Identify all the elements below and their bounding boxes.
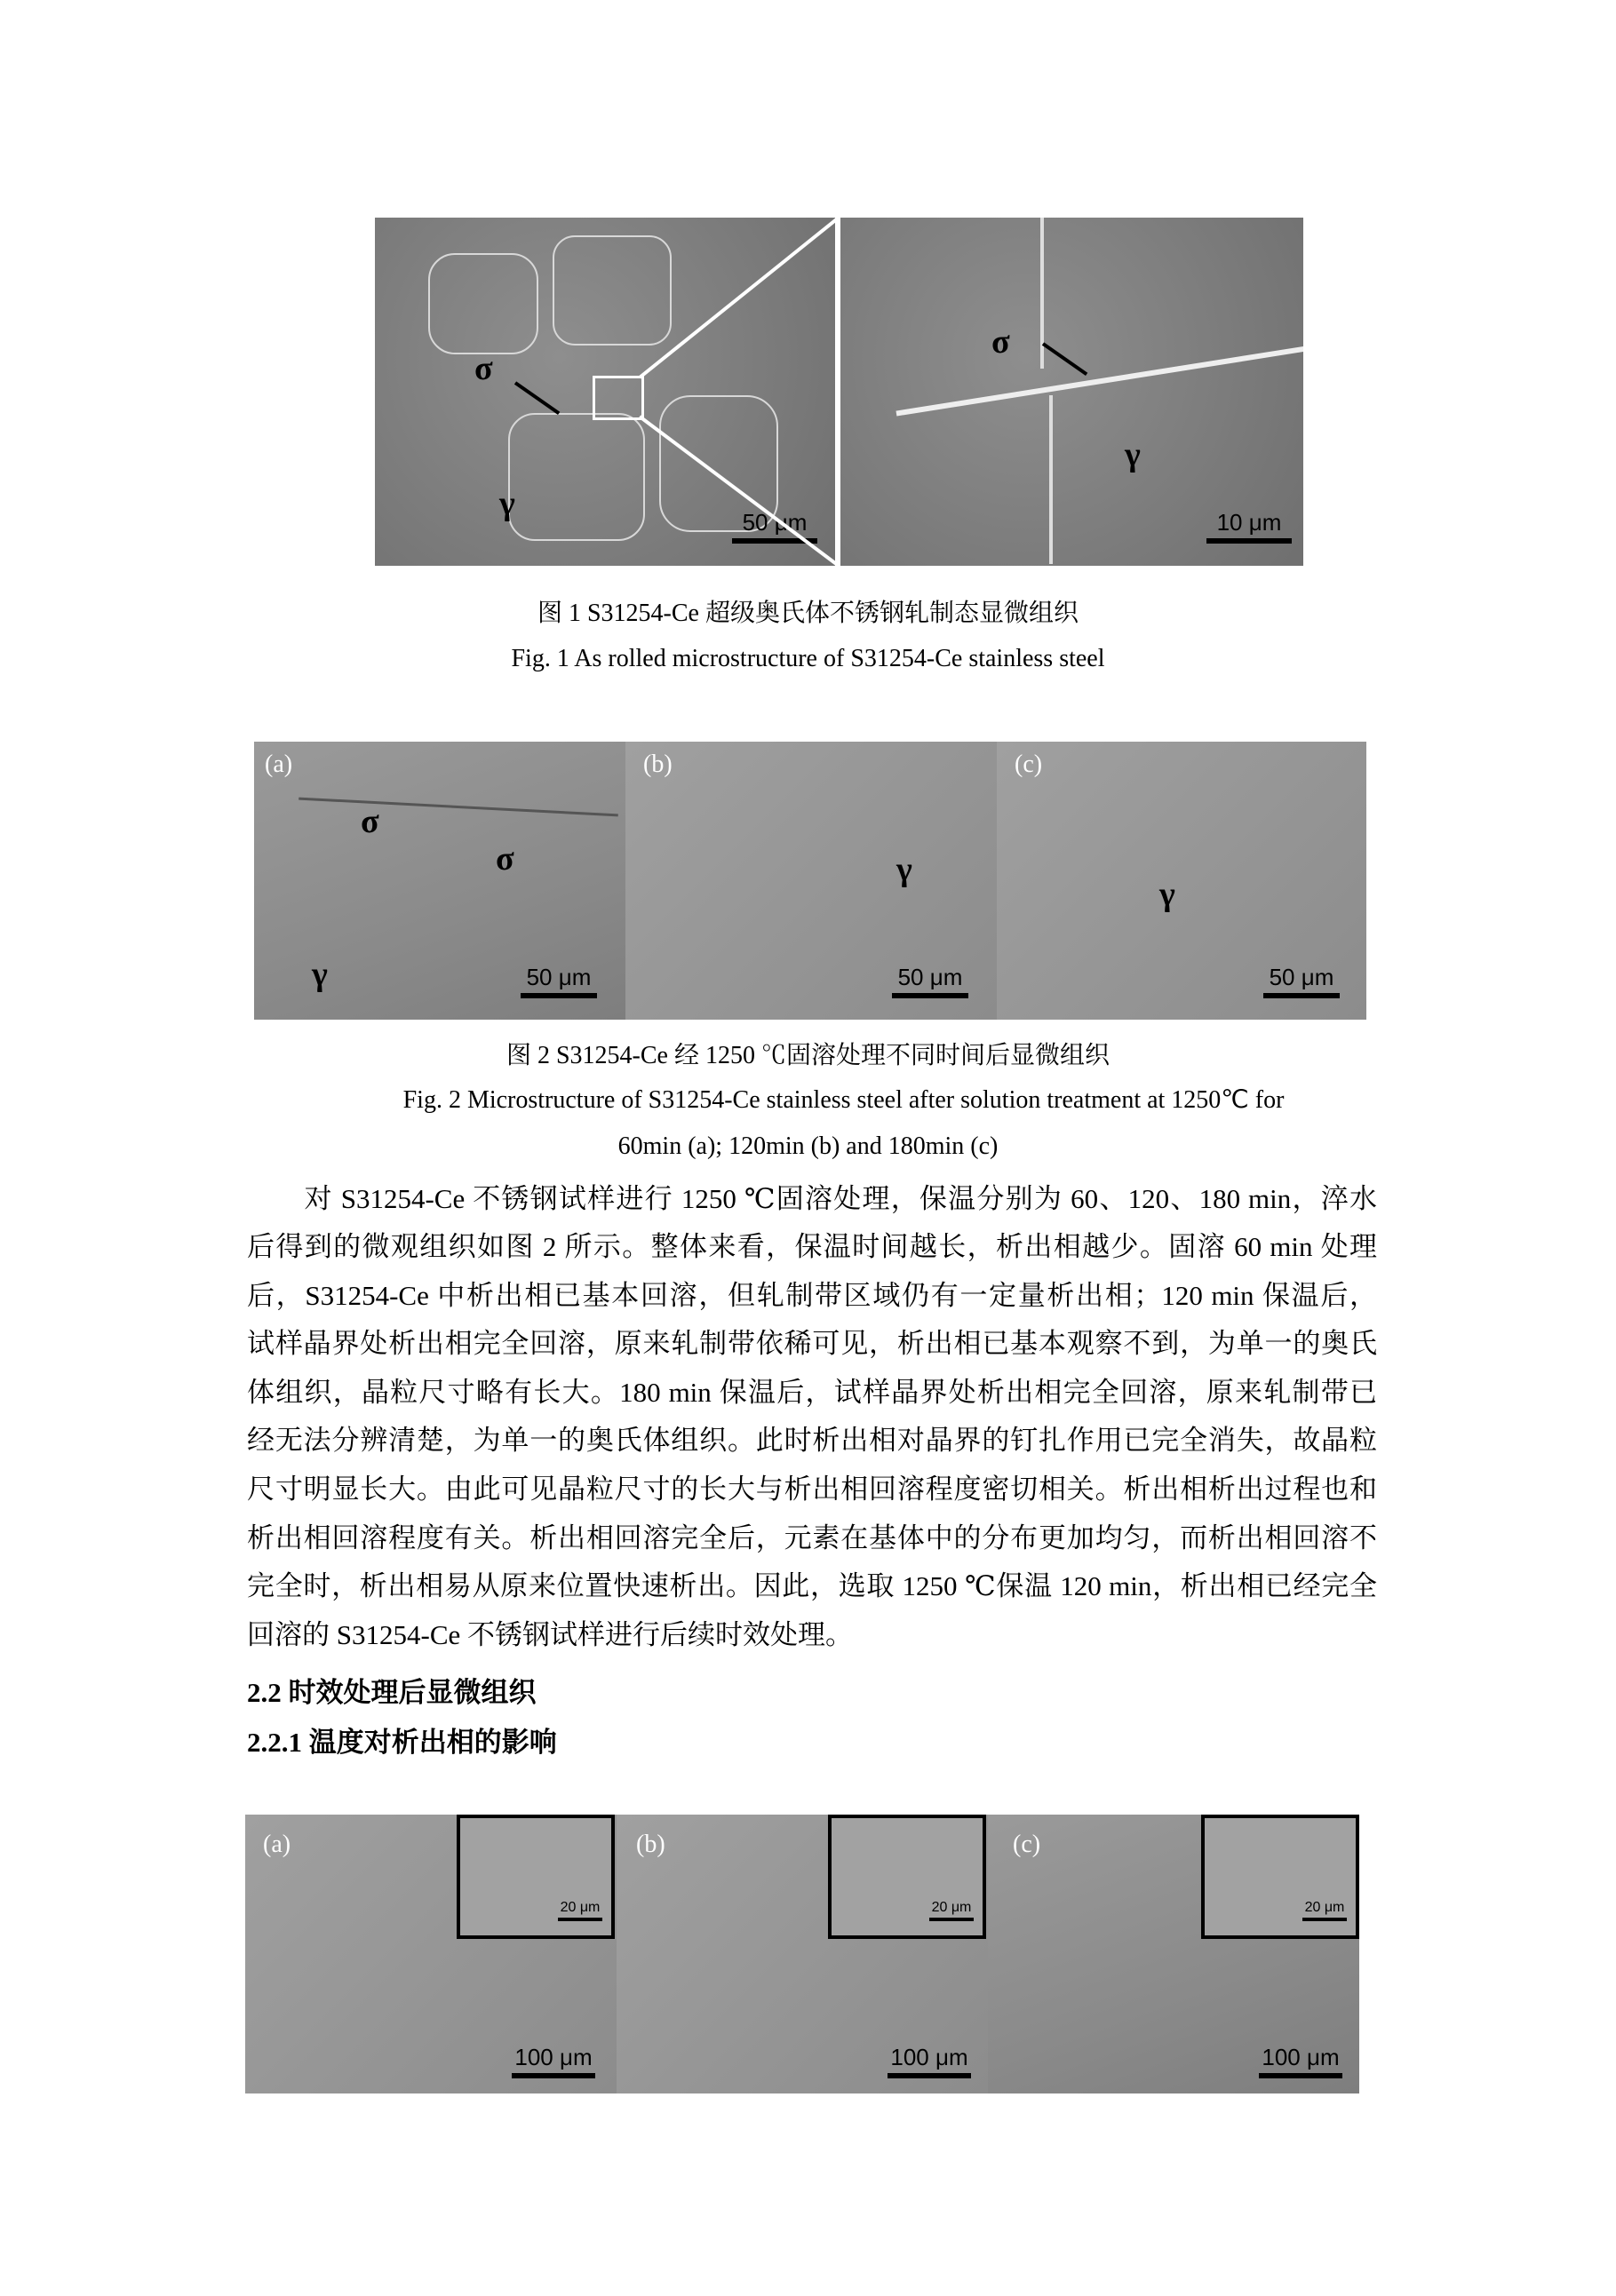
scale-label: 100 μm xyxy=(514,2044,593,2070)
fig2-panel-b xyxy=(625,742,997,1020)
paragraph-line: 对 S31254-Ce 不锈钢试样进行 1250 ℃固溶处理，保温分别为 60、120、180 min，淬水 xyxy=(247,1183,1377,1214)
gamma-label: γ xyxy=(1159,876,1175,913)
panel-label: (c) xyxy=(1013,1831,1041,1858)
gamma-label: γ xyxy=(312,956,328,993)
fig1-caption-en: Fig. 1 As rolled microstructure of S31254-Ce stainless steel xyxy=(511,645,1105,672)
panel-label: (b) xyxy=(636,1831,665,1858)
panel-label: (a) xyxy=(263,1831,291,1858)
paragraph-line: 经无法分辨清楚，为单一的奥氏体组织。此时析出相对晶界的钉扎作用已完全消失，故晶粒 xyxy=(247,1425,1377,1456)
scale-bar xyxy=(1206,509,1292,544)
fig2-caption-en-2: 60min (a); 120min (b) and 180min (c) xyxy=(617,1132,999,1160)
gamma-label: γ xyxy=(1125,436,1141,473)
fig2-caption-en-1: Fig. 2 Microstructure of S31254-Ce stainless steel after solution treatment at 1250℃ for xyxy=(402,1086,1285,1114)
paragraph-line: 后得到的微观组织如图 2 所示。整体来看，保温时间越长，析出相越少。固溶 60 min 处理 xyxy=(247,1231,1377,1262)
gamma-label: γ xyxy=(896,851,912,888)
gamma-label: γ xyxy=(499,485,515,522)
section-heading: 2.2 时效处理后显微组织 xyxy=(247,1677,537,1708)
subsection-heading: 2.2.1 温度对析出相的影响 xyxy=(247,1727,557,1758)
scale-label: 50 μm xyxy=(897,964,963,990)
paragraph-line: 试样晶界处析出相完全回溶，原来轧制带依稀可见，析出相已基本观察不到，为单一的奥氏 xyxy=(247,1328,1377,1359)
scale-label: 50 μm xyxy=(526,964,592,990)
paragraph-line: 体组织，晶粒尺寸略有长大。180 min 保温后，试样晶界处析出相完全回溶，原来轧制带已 xyxy=(247,1377,1377,1408)
scale-bar xyxy=(521,964,597,998)
panel-label: (a) xyxy=(265,751,293,778)
inset-image xyxy=(1201,1815,1359,1939)
paragraph-line: 析出相回溶程度有关。析出相回溶完全后，元素在基体中的分布更加均匀，而析出相回溶不 xyxy=(247,1522,1377,1553)
fig3-panel-c xyxy=(988,1815,1359,2093)
scale-label: 100 μm xyxy=(1262,2044,1340,2070)
fig1-caption-cn: 图 1 S31254-Ce 超级奥氏体不锈钢轧制态显微组织 xyxy=(537,600,1079,627)
inset-image xyxy=(457,1815,615,1939)
scale-bar xyxy=(1259,2044,1342,2078)
paragraph-line: 尺寸明显长大。由此可见晶粒尺寸的长大与析出相回溶程度密切相关。析出相析出过程也和 xyxy=(247,1474,1377,1505)
fig3-panel-a xyxy=(245,1815,617,2093)
inset-scale-label: 20 μm xyxy=(560,1900,601,1915)
panel-label: (c) xyxy=(1015,751,1043,778)
sigma-label: σ xyxy=(496,840,514,878)
fig3-panel-b xyxy=(617,1815,988,2093)
panel-label: (b) xyxy=(643,751,673,778)
scale-bar xyxy=(1263,964,1340,998)
sigma-label: σ xyxy=(474,350,493,387)
sigma-label: σ xyxy=(361,803,379,840)
zoom-lines xyxy=(586,218,844,566)
inset-image xyxy=(828,1815,986,1939)
scale-bar xyxy=(888,2044,971,2078)
paragraph-line: 回溶的 S31254-Ce 不锈钢试样进行后续时效处理。 xyxy=(247,1619,853,1650)
paragraph-line: 完全时，析出相易从原来位置快速析出。因此，选取 1250 ℃保温 120 min，析出相已经完全 xyxy=(247,1570,1377,1601)
inset-scale-label: 20 μm xyxy=(931,1900,972,1915)
inset-scale-label: 20 μm xyxy=(1304,1900,1345,1915)
scale-label: 50 μm xyxy=(742,509,808,536)
fig1-micrograph-zoom xyxy=(840,218,1303,566)
paragraph-line: 后，S31254-Ce 中析出相已基本回溶，但轧制带区域仍有一定量析出相；120 min 保温后， xyxy=(247,1280,1377,1311)
scale-label: 100 μm xyxy=(890,2044,968,2070)
fig2-panel-a xyxy=(254,742,625,1020)
scale-label: 50 μm xyxy=(1269,964,1334,990)
fig2-panel-c xyxy=(997,742,1366,1020)
fig2-caption-cn: 图 2 S31254-Ce 经 1250 ℃固溶处理不同时间后显微组织 xyxy=(505,1042,1110,1069)
scale-bar xyxy=(512,2044,595,2078)
scale-label: 10 μm xyxy=(1216,509,1282,536)
scale-bar xyxy=(892,964,968,998)
sigma-label: σ xyxy=(991,323,1010,361)
